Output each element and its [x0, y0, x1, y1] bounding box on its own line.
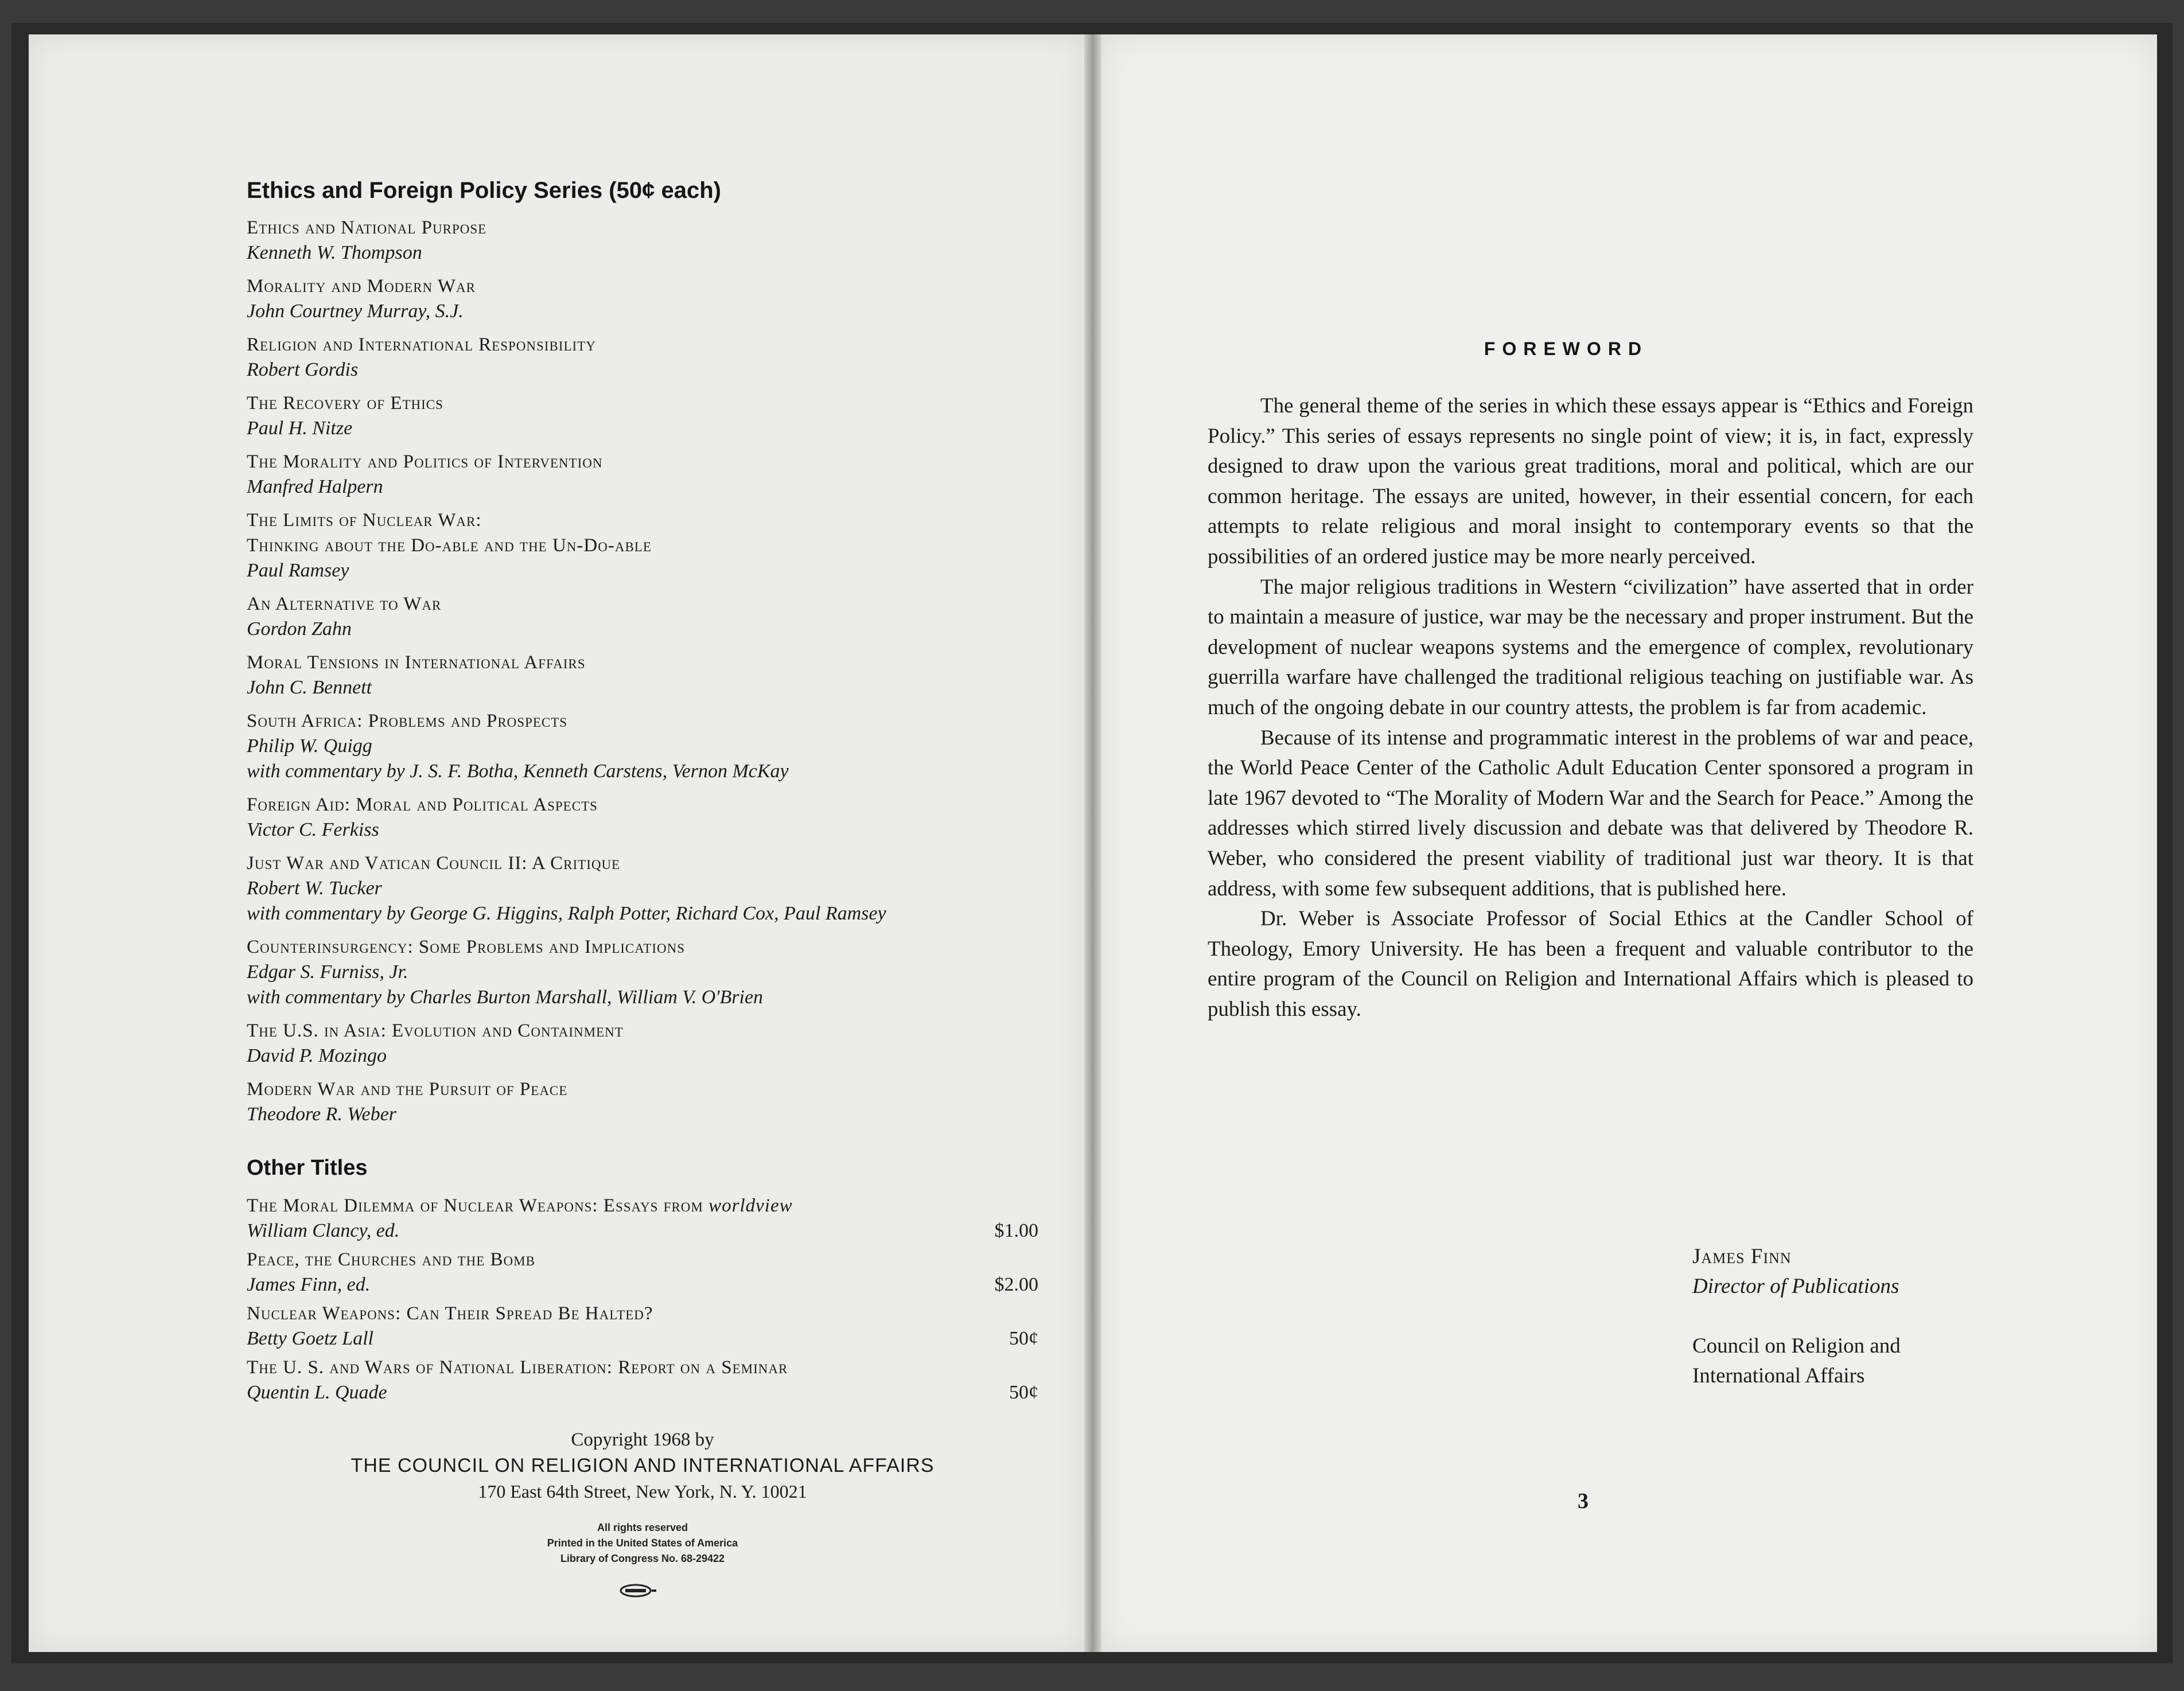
series-entry: [247, 1018, 1038, 1069]
series-entry: [247, 650, 1038, 700]
series-entry: [247, 851, 1038, 926]
series-title: Religion and International Responsibility: [247, 334, 596, 355]
series-title: An Alternative to War: [247, 594, 442, 614]
series-author: Philip W. Quigg: [247, 735, 372, 757]
price: $2.00: [994, 1274, 1038, 1295]
foreword-paragraph: The major religious traditions in Western “civilization” have asserted that in order to maintain a measure of justice, war may be the necessary and proper instrument. But the development of nuclear weapons systems and the emergence of complex, revolutionary guerrilla warfare have challenged the traditional religious teaching on justifiable war. As much of the ongoing debate in our country attests, the problem is far from academic.: [1208, 575, 1973, 719]
other-title: Peace, the Churches and the Bomb: [247, 1249, 535, 1270]
series-title: South Africa: Problems and Prospects: [247, 711, 568, 731]
other-author: [247, 1380, 1038, 1405]
book-spread: [11, 23, 2173, 1663]
series-list: [247, 215, 1038, 1135]
copyright-line: Copyright 1968 by: [571, 1429, 714, 1450]
other-author-text: James Finn, ed.: [247, 1274, 371, 1295]
series-author: David P. Mozingo: [247, 1045, 387, 1066]
series-author: Victor C. Ferkiss: [247, 819, 379, 840]
series-title: The Morality and Politics of Intervention: [247, 451, 603, 472]
series-author: Robert W. Tucker: [247, 878, 382, 899]
other-title-text: The Moral Dilemma of Nuclear Weapons: Essays from: [247, 1195, 703, 1216]
series-author: Manfred Halpern: [247, 476, 383, 497]
page-number: 3: [1578, 1489, 1589, 1513]
series-author: John Courtney Murray, S.J.: [247, 301, 464, 322]
other-author: [247, 1218, 1038, 1244]
series-entry: [247, 508, 1038, 583]
price: 50¢: [1009, 1328, 1038, 1349]
other-author: [247, 1326, 1038, 1351]
other-author: [247, 1272, 1038, 1298]
series-entry: [247, 274, 1038, 324]
series-commentary: with commentary by Charles Burton Marshall, William V. O'Brien: [247, 987, 764, 1008]
signature-org-line: International Affairs: [1692, 1364, 1865, 1388]
foreword-paragraph: The general theme of the series in which these essays appear is “Ethics and Foreign Policy.” This series of essays represents no single point of view; it is, in fact, expressly designed to draw upon the various great traditions, moral and political, which are our common heritage. The essays are united, however, in their essential concern, for each attempts to relate religious and moral insight to contemporary events so that the possibilities of an ordered justice may be more nearly perceived.: [1208, 394, 1973, 568]
series-title: The Limits of Nuclear War:: [247, 510, 482, 531]
series-author: John C. Bennett: [247, 677, 372, 698]
series-title: Modern War and the Pursuit of Peace: [247, 1079, 568, 1100]
other-entry: [247, 1247, 1038, 1298]
series-title: Counterinsurgency: Some Problems and Implications: [247, 937, 686, 957]
foreword-paragraph: Dr. Weber is Associate Professor of Social Ethics at the Candler School of Theology, Emory University. He has been a frequent and valuable contributor to the entire program of the Council on Religion and International Affairs which is pleased to publish this essay.: [1208, 907, 1973, 1021]
signature-org-line: Council on Religion and: [1692, 1334, 1901, 1358]
series-commentary: with commentary by J. S. F. Botha, Kenneth Carstens, Vernon McKay: [247, 761, 789, 782]
series-title: Morality and Modern War: [247, 276, 476, 297]
price: 50¢: [1009, 1382, 1038, 1403]
series-author: Gordon Zahn: [247, 618, 352, 640]
other-author-text: Betty Goetz Lall: [247, 1328, 373, 1349]
union-label-icon: [618, 1583, 657, 1598]
publisher-address: 170 East 64th Street, New York, N. Y. 10021: [478, 1481, 807, 1502]
other-entry: [247, 1193, 1038, 1244]
series-entry: [247, 215, 1038, 266]
series-heading: Ethics and Foreign Policy Series (50¢ each): [247, 178, 721, 203]
series-entry: [247, 934, 1038, 1010]
signature-name: James Finn: [1692, 1245, 1792, 1268]
series-entry: [247, 708, 1038, 784]
printed-line: Printed in the United States of America: [547, 1537, 738, 1549]
foreword-body: [1208, 391, 1973, 1024]
series-entry: [247, 591, 1038, 642]
series-title: Ethics and National Purpose: [247, 217, 487, 238]
other-titles-heading: Other Titles: [247, 1156, 368, 1180]
other-title: The U. S. and Wars of National Liberation: Report on a Seminar: [247, 1357, 788, 1378]
other-entry: [247, 1355, 1038, 1405]
series-author: Edgar S. Furniss, Jr.: [247, 961, 408, 983]
series-title: Moral Tensions in International Affairs: [247, 652, 586, 673]
series-entry: [247, 332, 1038, 383]
other-title: Nuclear Weapons: Can Their Spread Be Halted?: [247, 1303, 653, 1324]
series-title: Foreign Aid: Moral and Political Aspects: [247, 794, 598, 815]
right-page: [1101, 34, 2157, 1652]
series-author: Paul H. Nitze: [247, 418, 353, 439]
copyright-block: [247, 1427, 1038, 1504]
print-info: [247, 1520, 1038, 1567]
foreword-heading: FOREWORD: [1484, 338, 1649, 359]
series-entry: [247, 1077, 1038, 1127]
library-line: Library of Congress No. 68-29422: [560, 1553, 725, 1564]
series-entry: [247, 391, 1038, 441]
book-gutter: [1084, 34, 1101, 1652]
signature-title: Director of Publications: [1692, 1275, 1899, 1298]
series-author: Paul Ramsey: [247, 560, 349, 581]
foreword-paragraph: Because of its intense and programmatic interest in the problems of war and peace, the World Peace Center of the Catholic Adult Education Center sponsored a program in late 1967 devoted to “The Morality of Modern War and the Search for Peace.” Among the addresses which stirred lively discussion and debate was that delivered by Theodore R. Weber, who considered the present viability of traditional just war theory. It is that address, with some few subsequent additions, that is published here.: [1208, 726, 1973, 901]
other-author-text: William Clancy, ed.: [247, 1220, 400, 1241]
series-subtitle: Thinking about the Do-able and the Un-Do-able: [247, 535, 652, 556]
signature-block: [1692, 1242, 1901, 1391]
series-entry: [247, 449, 1038, 500]
series-commentary: with commentary by George G. Higgins, Ralph Potter, Richard Cox, Paul Ramsey: [247, 903, 886, 924]
series-author: Theodore R. Weber: [247, 1104, 396, 1125]
other-title: [247, 1193, 1038, 1218]
series-entry: [247, 792, 1038, 843]
other-entry: [247, 1301, 1038, 1351]
other-titles-list: [247, 1193, 1038, 1409]
series-title: The Recovery of Ethics: [247, 393, 443, 414]
other-author-text: Quentin L. Quade: [247, 1382, 387, 1403]
series-title: The U.S. in Asia: Evolution and Containment: [247, 1020, 624, 1041]
other-title-italic: worldview: [708, 1195, 793, 1216]
rights-line: All rights reserved: [597, 1522, 688, 1533]
series-title: Just War and Vatican Council II: A Critique: [247, 853, 621, 874]
price: $1.00: [994, 1220, 1038, 1241]
left-page: [29, 34, 1084, 1652]
publisher-name: THE COUNCIL ON RELIGION AND INTERNATIONAL AFFAIRS: [351, 1455, 935, 1476]
series-author: Kenneth W. Thompson: [247, 242, 422, 263]
series-author: Robert Gordis: [247, 359, 359, 380]
